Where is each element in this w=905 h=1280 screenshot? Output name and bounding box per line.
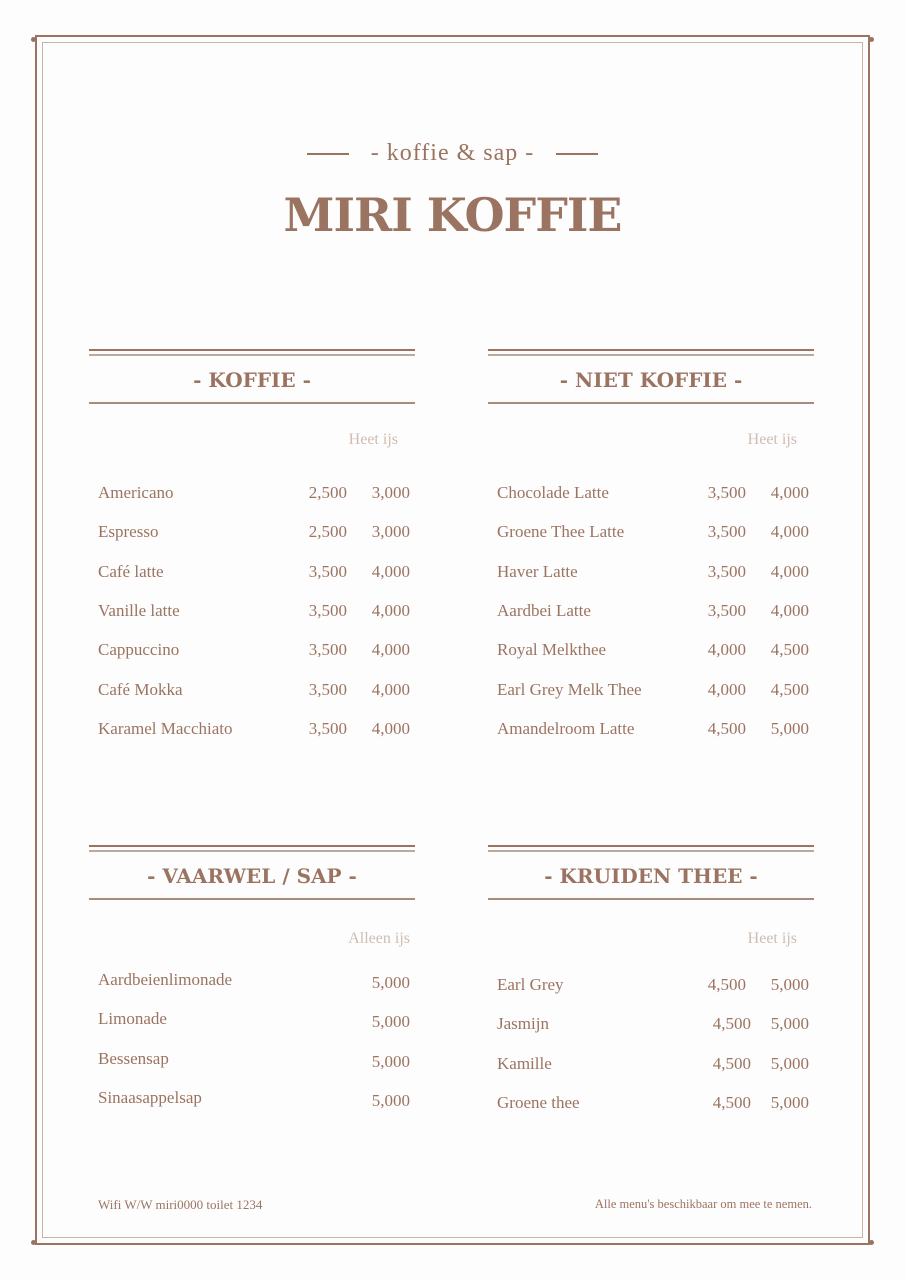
item-name: Aardbeienlimonade	[98, 970, 233, 989]
item-name: Karamel Macchiato	[98, 718, 233, 738]
menu-item	[98, 483, 410, 507]
item-name: Café latte	[98, 561, 164, 581]
menu-section	[488, 845, 814, 1245]
price-ice: 4,000	[371, 679, 410, 699]
item-name: Kamille	[497, 1053, 552, 1073]
price-hot: 4,500	[712, 1053, 751, 1073]
menu-item	[497, 640, 809, 664]
column-header: Heet ijs	[747, 930, 797, 947]
price-ice: 4,000	[770, 483, 809, 502]
price-ice: 4,000	[371, 561, 410, 581]
double-rule	[89, 845, 415, 852]
subtitle	[0, 140, 905, 167]
menu-item	[497, 601, 809, 625]
menu-item	[98, 1087, 410, 1115]
price-hot: 4,500	[707, 718, 746, 738]
corner-dot	[869, 1240, 874, 1245]
price-hot: 2,500	[308, 483, 347, 502]
wifi-info: Wifi W/W miri0000 toilet 1234	[98, 1197, 263, 1212]
item-name: Limonade	[98, 1009, 167, 1029]
item-name: Haver Latte	[497, 561, 578, 581]
menu-item	[497, 1054, 809, 1078]
price-hot: 3,500	[707, 600, 746, 620]
page-title: MIRI KOFFIE	[283, 188, 622, 242]
price-ice: 5,000	[371, 1012, 410, 1032]
price-hot: 3,500	[707, 561, 746, 581]
price-hot: 2,500	[308, 522, 347, 542]
rule	[488, 402, 814, 404]
menu-item	[497, 719, 809, 743]
menu-item	[98, 522, 410, 546]
double-rule	[488, 845, 814, 852]
menu-item	[98, 970, 410, 997]
price-hot: 3,500	[707, 522, 746, 542]
price-hot: 4,000	[707, 679, 746, 699]
rule	[488, 898, 814, 900]
item-name: Groene Thee Latte	[497, 522, 625, 542]
price-hot: 4,500	[712, 1092, 751, 1112]
price-ice: 4,000	[770, 600, 809, 620]
item-name: Sinaasappelsap	[98, 1087, 202, 1107]
price-ice: 4,000	[371, 600, 410, 620]
price-hot: 3,500	[308, 561, 347, 581]
item-name: Groene thee	[497, 1092, 580, 1112]
price-hot: 3,500	[308, 718, 347, 738]
menu-item	[497, 1014, 809, 1038]
corner-dot	[869, 37, 874, 42]
item-name: Café Mokka	[98, 679, 183, 699]
menu-section	[89, 349, 415, 749]
column-header: Heet ijs	[348, 431, 398, 448]
price-hot: 3,500	[308, 640, 347, 660]
section-title: - KOFFIE -	[193, 368, 311, 392]
menu-section	[89, 845, 415, 1245]
price-ice: 4,500	[770, 640, 809, 660]
item-name: Earl Grey Melk Thee	[497, 679, 642, 699]
column-header: Heet ijs	[747, 431, 797, 448]
price-ice: 4,000	[371, 640, 410, 660]
item-name: Cappuccino	[98, 640, 180, 660]
menu-item	[497, 1093, 809, 1117]
item-name: Amandelroom Latte	[497, 718, 635, 738]
subtitle-text: - koffie & sap -	[370, 140, 535, 166]
menu-item	[98, 640, 410, 664]
price-hot: 4,500	[707, 975, 746, 994]
price-ice: 5,000	[371, 973, 410, 992]
menu-item	[497, 680, 809, 704]
price-ice: 5,000	[770, 975, 809, 994]
item-name: Earl Grey	[497, 975, 564, 994]
item-name: Royal Melkthee	[497, 640, 607, 660]
price-hot: 4,000	[707, 640, 746, 660]
menu-item	[497, 522, 809, 546]
menu-item	[497, 562, 809, 586]
item-name: Vanille latte	[98, 600, 180, 620]
price-ice: 5,000	[770, 1014, 809, 1034]
price-ice: 4,500	[770, 679, 809, 699]
price-hot: 4,500	[712, 1014, 751, 1034]
item-name: Jasmijn	[497, 1014, 549, 1034]
corner-dot	[31, 37, 36, 42]
corner-dot	[31, 1240, 36, 1245]
section-title: - VAARWEL / SAP -	[147, 864, 357, 888]
price-hot: 3,500	[308, 600, 347, 620]
rule	[89, 898, 415, 900]
menu-item	[497, 975, 809, 999]
price-ice: 4,000	[770, 561, 809, 581]
item-name: Aardbei Latte	[497, 600, 591, 620]
price-ice: 5,000	[770, 1053, 809, 1073]
takeaway-note: Alle menu's beschikbaar om mee te nemen.	[594, 1197, 812, 1211]
menu-item	[98, 601, 410, 625]
menu-section	[488, 349, 814, 749]
menu-item	[98, 719, 410, 743]
price-ice: 3,000	[371, 483, 410, 502]
double-rule	[488, 349, 814, 356]
price-hot: 3,500	[308, 679, 347, 699]
rule	[89, 402, 415, 404]
item-name: Espresso	[98, 522, 159, 542]
price-ice: 3,000	[371, 522, 410, 542]
menu-item	[497, 483, 809, 507]
price-ice: 5,000	[770, 718, 809, 738]
column-header: Alleen ijs	[348, 930, 410, 947]
menu-item	[98, 562, 410, 586]
menu-item	[98, 1048, 410, 1076]
price-ice: 5,000	[770, 1092, 809, 1112]
item-name: Chocolade Latte	[497, 483, 609, 502]
menu-item	[98, 680, 410, 704]
item-name: Americano	[98, 483, 174, 502]
section-title: - NIET KOFFIE -	[559, 368, 743, 392]
menu-item	[98, 1009, 410, 1036]
price-ice: 4,000	[770, 522, 809, 542]
section-title: - KRUIDEN THEE -	[544, 864, 758, 888]
price-ice: 4,000	[371, 718, 410, 738]
price-hot: 3,500	[707, 483, 746, 502]
item-name: Bessensap	[98, 1048, 169, 1068]
double-rule	[89, 349, 415, 356]
price-ice: 5,000	[371, 1051, 410, 1071]
price-ice: 5,000	[371, 1090, 410, 1110]
